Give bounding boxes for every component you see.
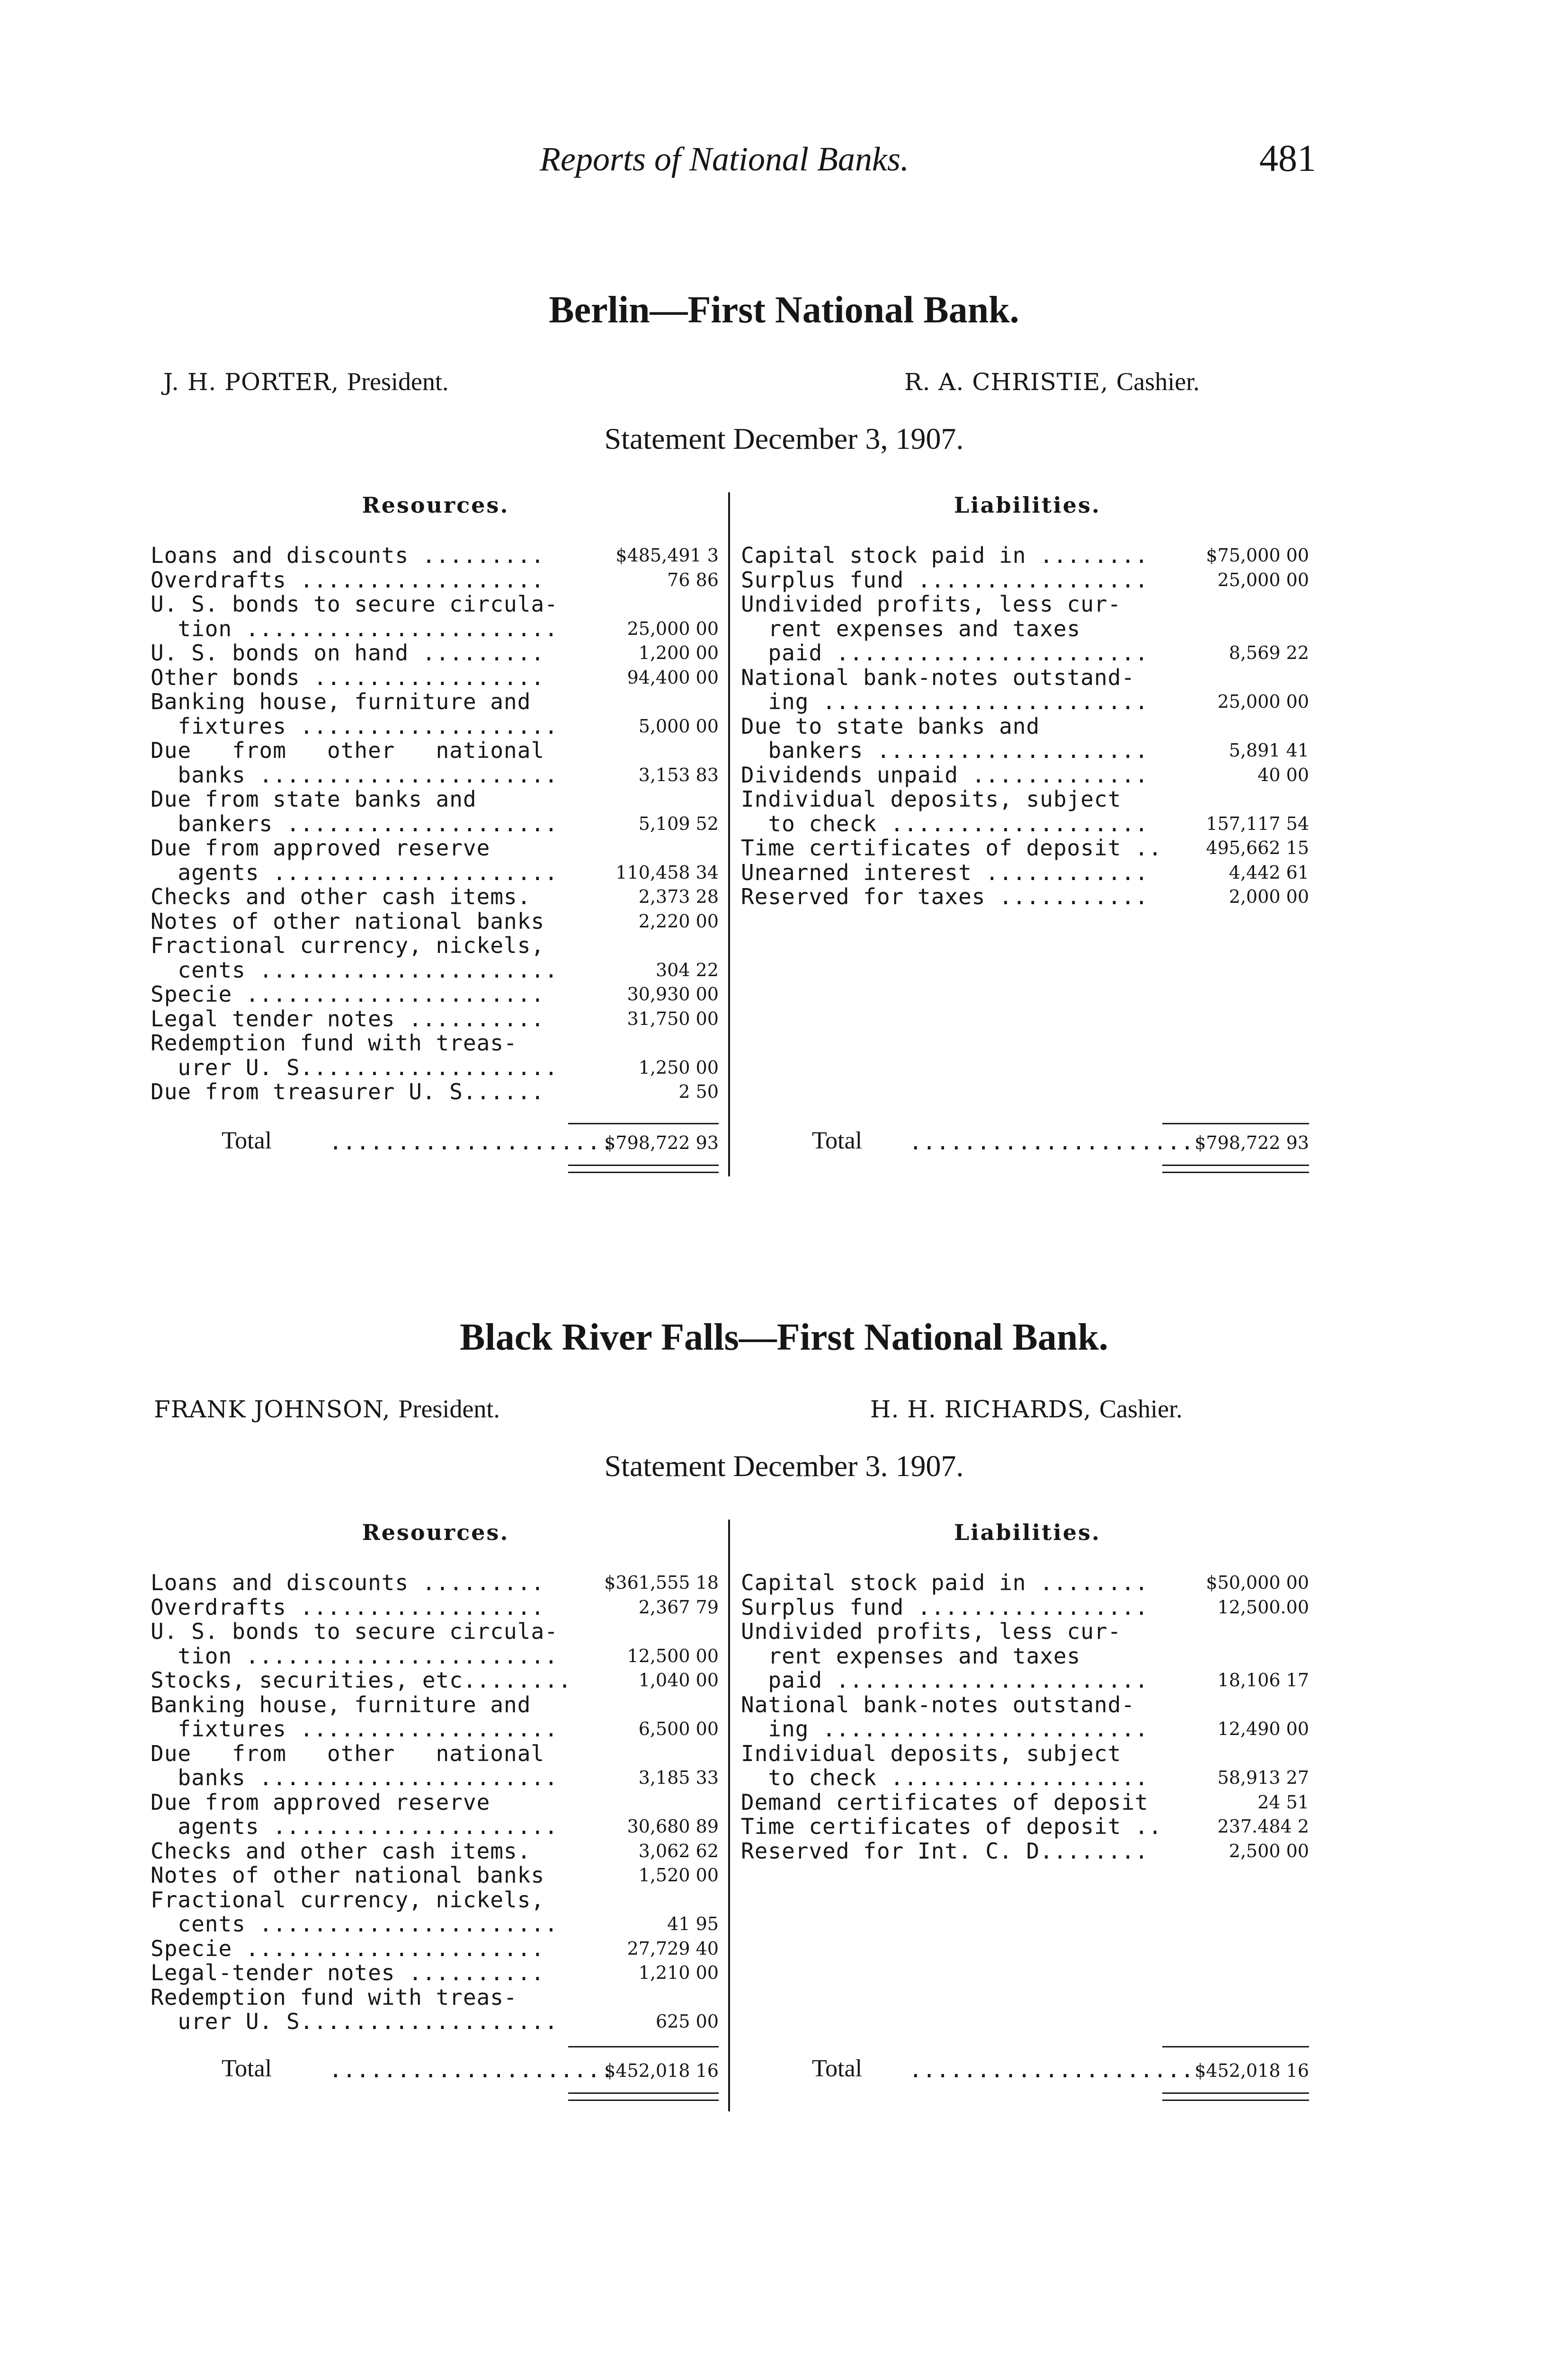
liability-row [741,1790,1309,1815]
liability-row-label: National bank-notes outstand- [741,1691,1135,1717]
resource-row [151,1007,719,1031]
resource-row [151,1668,719,1692]
cashier-name: R. A. CHRISTIE, [904,368,1109,396]
bank-title: Berlin—First National Bank. [549,289,1019,331]
cashier-name: H. H. RICHARDS, [870,1396,1092,1423]
resource-row-amount: 1,250 00 [638,1057,719,1078]
resource-row [151,787,719,811]
liability-row [741,641,1309,665]
resource-row [151,1717,719,1741]
liability-row-label: Undivided profits, less cur- [741,1619,1122,1644]
liability-row-label: Time certificates of deposit .. [741,835,1162,861]
liability-row-label: paid ....................... [741,640,1149,666]
liability-row [741,543,1309,568]
resource-row-label: urer U. S................... [151,2009,558,2034]
liabilities-total-amount: $798,722 93 [1194,1132,1309,1153]
statement-date: Statement December 3, 1907. [604,422,964,455]
resource-row-label: Banking house, furniture and [151,689,531,714]
liability-row [741,690,1309,714]
total-rule [1162,2046,1309,2047]
resource-row-amount: 1,040 00 [638,1670,719,1691]
resource-row-amount: 12,500 00 [627,1645,719,1666]
liability-row-label: Individual deposits, subject [741,1740,1122,1766]
liability-row-label: Reserved for Int. C. D........ [741,1838,1149,1864]
liability-row-label: Undivided profits, less cur- [741,591,1122,617]
resource-row-amount: 2 50 [678,1081,719,1102]
liabilities-total-label: Total [812,2055,863,2082]
resource-row-label: banks ...................... [151,762,558,788]
resource-row-amount: $485,491 3 [615,545,719,566]
liability-row-label: Individual deposits, subject [741,786,1122,812]
resources-total-leader: ..................... [329,1129,615,1155]
running-title: Reports of National Banks. [540,140,909,178]
resource-row-label: Overdrafts .................. [151,1594,545,1620]
resource-row [151,1080,719,1104]
total-rule [568,2046,719,2047]
resource-row [151,543,719,568]
liability-row-label: to check ................... [741,1765,1149,1790]
resource-row [151,909,719,934]
liabilities-total-leader: ..................... [909,2057,1194,2082]
president [163,367,449,396]
resource-row [151,1937,719,1961]
liability-row-amount: 12,490 00 [1217,1718,1309,1739]
liability-row-label: Capital stock paid in ........ [741,543,1149,568]
resource-row-amount: 30,680 89 [627,1816,719,1837]
resource-row [151,1693,719,1717]
resource-row-label: U. S. bonds to secure circula- [151,1619,558,1644]
liabilities-heading: Liabilities. [953,1520,1101,1545]
total-rule [568,1123,719,1124]
liability-row [741,592,1309,616]
resource-row-label: Redemption fund with treas- [151,1030,517,1056]
cashier-role: Cashier. [1099,1395,1183,1423]
resource-row [151,1766,719,1790]
resource-row [151,982,719,1006]
resource-row [151,1620,719,1644]
resource-row [151,1863,719,1887]
resource-row [151,714,719,739]
resource-row [151,958,719,982]
liability-row-label: Surplus fund ................. [741,567,1149,593]
resource-row-label: Due from other national [151,738,545,763]
resources-total-amount: $452,018 16 [604,2060,719,2081]
liability-row-amount: 4,442 61 [1229,862,1309,883]
resource-row [151,592,719,616]
liability-row [741,763,1309,787]
resource-row [151,641,719,665]
liability-row-amount: $50,000 00 [1206,1572,1309,1593]
resource-row-amount: 41 95 [667,1913,719,1934]
resource-row-amount: 2,373 28 [638,886,719,907]
liability-row-amount: 24 51 [1257,1791,1309,1813]
resource-row-amount: 2,220 00 [638,910,719,932]
liabilities-total-leader: ..................... [909,1129,1194,1155]
resource-row [151,1839,719,1863]
resource-row [151,1056,719,1080]
resource-row-label: cents ...................... [151,957,558,983]
liability-row-amount: 25,000 00 [1217,569,1309,590]
liability-row-amount: 495,662 15 [1206,837,1309,858]
resource-row-label: Specie ...................... [151,1935,545,1961]
cashier-role: Cashier. [1116,367,1200,396]
liability-row [741,1717,1309,1741]
resource-row-label: Due from approved reserve [151,1789,490,1815]
liability-row-label: Dividends unpaid ............. [741,762,1149,788]
double-rule [1162,2100,1309,2101]
resource-row [151,1571,719,1595]
resource-row [151,1815,719,1839]
resource-row-label: Notes of other national banks [151,1862,545,1888]
resource-row-amount: 31,750 00 [627,1008,719,1029]
page-number: 481 [1259,138,1316,179]
resource-row-label: fixtures ................... [151,1716,558,1742]
liability-row [741,885,1309,909]
resource-row-label: urer U. S................... [151,1054,558,1080]
resource-row [151,812,719,836]
resource-row [151,568,719,592]
liability-row-label: to check ................... [741,810,1149,836]
liability-row-label: rent expenses and taxes [741,615,1081,641]
double-rule [1162,1172,1309,1173]
resource-row-label: Due from approved reserve [151,835,490,861]
resources-total-amount: $798,722 93 [604,1132,719,1153]
resource-row [151,2010,719,2034]
resource-row-label: agents ..................... [151,1814,558,1839]
resource-row-label: cents ...................... [151,1911,558,1937]
liability-row-amount: 2,500 00 [1229,1840,1309,1861]
liability-row-amount: 58,913 27 [1217,1767,1309,1788]
resource-row-amount: 3,062 62 [638,1840,719,1861]
resource-row [151,1031,719,1055]
resource-row-amount: 27,729 40 [627,1938,719,1959]
resource-row-amount: 5,109 52 [638,813,719,834]
resource-row [151,1912,719,1936]
resource-row [151,885,719,909]
resources-heading: Resources. [362,1520,509,1545]
liability-row-label: Unearned interest ............ [741,859,1149,885]
liability-row-label: ing ........................ [741,1716,1149,1742]
liability-row-label: Capital stock paid in ........ [741,1570,1149,1595]
double-rule [1162,1165,1309,1166]
resource-row [151,836,719,860]
liability-row [741,1766,1309,1790]
liability-row-label: Reserved for taxes ........... [741,884,1149,909]
resource-row-label: U. S. bonds to secure circula- [151,591,558,617]
resource-row-amount: 30,930 00 [627,984,719,1005]
resource-row [151,1985,719,2010]
resource-row-label: Loans and discounts ......... [151,1570,545,1595]
liability-row [741,861,1309,885]
statement-date: Statement December 3. 1907. [604,1449,964,1483]
resource-row [151,1888,719,1912]
double-rule [568,1172,719,1173]
resource-row-amount: 3,153 83 [638,764,719,785]
liability-row [741,568,1309,592]
resource-row [151,861,719,885]
resource-row-amount: 6,500 00 [638,1718,719,1739]
double-rule [568,2092,719,2094]
resource-row-label: Redemption fund with treas- [151,1984,517,2010]
resource-row [151,1595,719,1620]
resource-row [151,1644,719,1668]
liability-row [741,1815,1309,1839]
liability-row [741,1644,1309,1668]
cashier [904,367,1200,396]
liability-row [741,714,1309,739]
liability-row-amount: 237.484 2 [1217,1816,1309,1837]
liability-row [741,666,1309,690]
resource-row-amount: 2,367 79 [638,1596,719,1618]
resource-row-label: fixtures ................... [151,713,558,739]
president-name: J. H. PORTER, [163,368,339,396]
resource-row-label: Banking house, furniture and [151,1691,531,1717]
resource-row [151,763,719,787]
resource-row-label: Due from state banks and [151,786,477,812]
resource-row-label: Due from other national [151,1740,545,1766]
liability-row-amount: 12,500.00 [1217,1596,1309,1618]
liability-row-amount: 40 00 [1257,764,1309,785]
resource-row-label: Fractional currency, nickels, [151,1886,545,1913]
resource-row-label: Notes of other national banks [151,908,545,934]
liability-row-amount: 25,000 00 [1217,691,1309,712]
resource-row-amount: 76 86 [667,569,719,590]
liability-row [741,787,1309,811]
president-role: President. [398,1395,500,1423]
resource-row-label: Other bonds ................. [151,664,545,690]
liability-row-amount: 157,117 54 [1206,813,1309,834]
resource-row [151,617,719,641]
resource-row [151,934,719,958]
resource-row [151,1790,719,1815]
resources-total-label: Total [222,1127,272,1154]
resource-row-label: Fractional currency, nickels, [151,933,545,958]
resource-row [151,1742,719,1766]
resource-row-amount: 625 00 [656,2011,719,2032]
liability-row [741,1620,1309,1644]
resource-row-amount: 110,458 34 [615,862,719,883]
liability-row [741,836,1309,860]
resource-row-label: Due from treasurer U. S...... [151,1079,545,1104]
resource-row [151,1961,719,1985]
resource-row-label: Specie ...................... [151,981,545,1007]
liability-row-label: rent expenses and taxes [741,1643,1081,1669]
liability-row-amount: $75,000 00 [1206,545,1309,566]
double-rule [568,2100,719,2101]
resource-row [151,690,719,714]
liabilities-heading: Liabilities. [953,492,1101,518]
liability-row-label: ing ........................ [741,689,1149,714]
liability-row [741,1693,1309,1717]
president-role: President. [347,367,449,396]
president-name: FRANK JOHNSON, [154,1396,391,1423]
resource-row-amount: 304 22 [656,959,719,980]
resource-row-label: Legal-tender notes .......... [151,1960,545,1985]
resource-row-label: Loans and discounts ......... [151,543,545,568]
column-divider [728,1520,730,2111]
resource-row-label: tion ....................... [151,1643,558,1669]
resource-row-label: bankers .................... [151,810,558,836]
resource-row-label: Stocks, securities, etc........ [151,1667,572,1693]
cashier [870,1394,1183,1424]
liability-row [741,1571,1309,1595]
resources-heading: Resources. [362,492,509,518]
liability-row [741,739,1309,763]
resource-row-label: Checks and other cash items. [151,884,531,909]
liability-row-label: Demand certificates of deposit [741,1789,1149,1815]
resource-row-label: Legal tender notes .......... [151,1006,545,1032]
resource-row-amount: $361,555 18 [604,1572,719,1593]
resource-row-amount: 1,520 00 [638,1865,719,1886]
resource-row [151,666,719,690]
resource-row-amount: 25,000 00 [627,618,719,639]
liability-row-label: National bank-notes outstand- [741,664,1135,690]
double-rule [1162,2092,1309,2094]
resource-row-label: Overdrafts .................. [151,567,545,593]
liabilities-total-amount: $452,018 16 [1194,2060,1309,2081]
bank-title: Black River Falls—First National Bank. [460,1317,1108,1358]
liability-row-label: paid ....................... [741,1667,1149,1693]
liability-row-label: Surplus fund ................. [741,1594,1149,1620]
resource-row-amount: 3,185 33 [638,1767,719,1788]
president [154,1394,500,1424]
liability-row [741,617,1309,641]
double-rule [568,1165,719,1166]
liability-row [741,1668,1309,1692]
liability-row-amount: 5,891 41 [1229,740,1309,761]
liability-row-label: bankers .................... [741,738,1149,763]
resource-row-label: U. S. bonds on hand ......... [151,640,545,666]
liability-row-amount: 18,106 17 [1217,1670,1309,1691]
resource-row-label: agents ..................... [151,859,558,885]
column-divider [728,492,730,1176]
resource-row-amount: 5,000 00 [638,715,719,737]
liability-row-amount: 8,569 22 [1229,642,1309,663]
liability-row [741,1742,1309,1766]
resources-total-label: Total [222,2055,272,2082]
liability-row [741,812,1309,836]
resource-row-label: tion ....................... [151,615,558,641]
resource-row-amount: 1,200 00 [638,642,719,663]
resource-row-amount: 1,210 00 [638,1962,719,1983]
liability-row-label: Due to state banks and [741,713,1040,739]
liability-row-amount: 2,000 00 [1229,886,1309,907]
total-rule [1162,1123,1309,1124]
liability-row-label: Time certificates of deposit .. [741,1814,1162,1839]
liability-row [741,1839,1309,1863]
liabilities-total-label: Total [812,1127,863,1154]
resource-row-label: Checks and other cash items. [151,1838,531,1864]
resource-row-label: banks ...................... [151,1765,558,1790]
resource-row [151,739,719,763]
resources-total-leader: ..................... [329,2057,615,2082]
liability-row [741,1595,1309,1620]
resource-row-amount: 94,400 00 [627,667,719,688]
